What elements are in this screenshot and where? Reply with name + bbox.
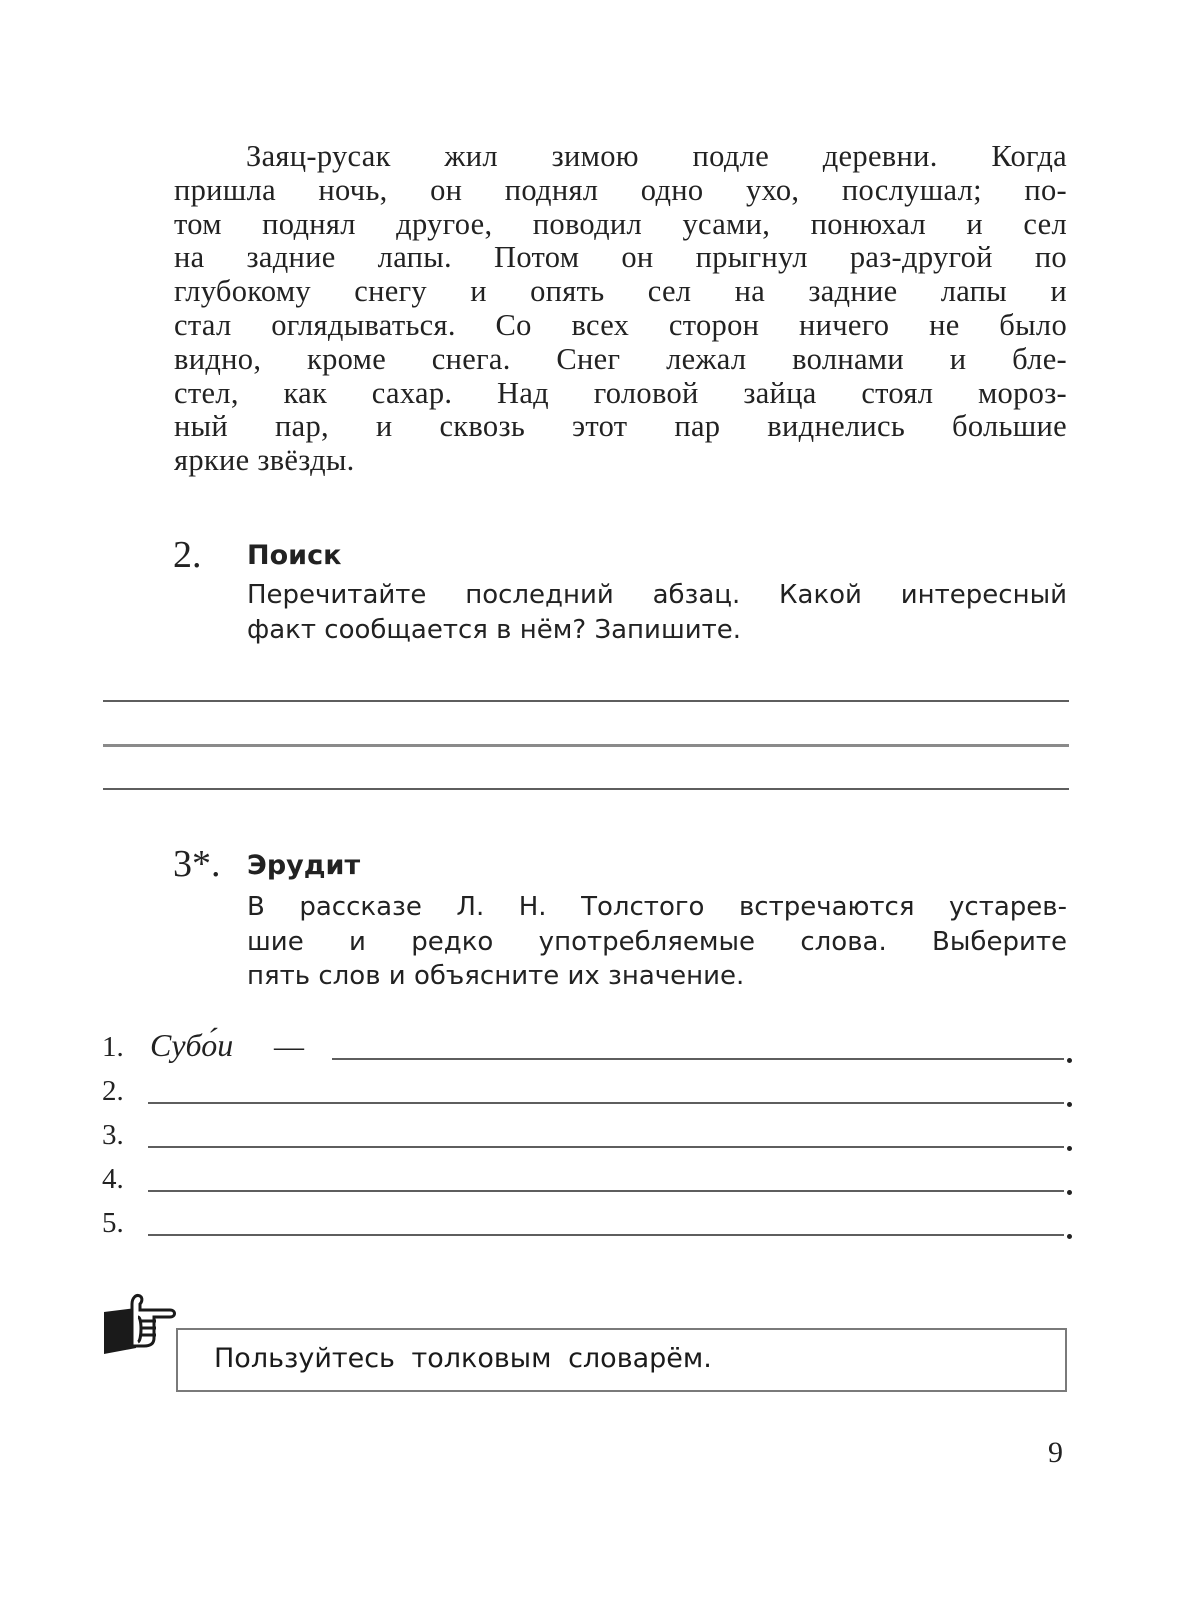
word-item-2: [102, 1068, 1072, 1108]
story-line: на задние лапы. Потом он прыгнул раз-другой по: [174, 240, 1067, 275]
period-mark: [1067, 1190, 1072, 1195]
period-mark: [1067, 1146, 1072, 1151]
story-line: видно, кроме снега. Снег лежал волнами и бле-: [174, 341, 1067, 376]
task-2-instructions: [247, 578, 1067, 647]
story-line: пришла ночь, он поднял одно ухо, послушал; по-: [174, 172, 1067, 207]
instruction-line: В рассказе Л. Н. Толстого встречаются устарев-: [247, 892, 1067, 922]
story-line: том поднял другое, поводил усами, понюхал и сел: [174, 206, 1067, 241]
definition-line[interactable]: [332, 1058, 1064, 1060]
item-number: 4.: [102, 1163, 124, 1195]
task-2-title: Поиск: [247, 540, 342, 571]
instruction-line: факт сообщается в нём? Запишите.: [247, 614, 742, 645]
definition-line[interactable]: [148, 1234, 1064, 1236]
word-item-5: [102, 1200, 1072, 1240]
word-item-3: [102, 1112, 1072, 1152]
word-item-1: [102, 1024, 1072, 1064]
story-paragraph: [174, 140, 1067, 478]
item-word: Субо́и: [150, 1027, 234, 1063]
pointing-hand-icon: [102, 1290, 178, 1356]
hint-box: [176, 1328, 1067, 1392]
story-line: стал оглядываться. Со всех сторон ничего не было: [174, 307, 1067, 342]
task-3-number: 3*.: [173, 843, 221, 885]
story-line: яркие звёзды.: [174, 443, 355, 478]
story-line: ный пар, и сквозь этот пар виднелись большие: [174, 409, 1067, 444]
story-line: стел, как сахар. Над головой зайца стоял мороз-: [174, 375, 1067, 410]
item-number: 1.: [102, 1031, 124, 1063]
definition-line[interactable]: [148, 1190, 1064, 1192]
definition-line[interactable]: [148, 1102, 1064, 1104]
task-2-number: 2.: [173, 534, 202, 576]
hint-text: Пользуйтесь толковым словарём.: [214, 1343, 712, 1374]
answer-line-3[interactable]: [103, 788, 1069, 790]
page-number: 9: [1048, 1436, 1063, 1469]
item-number: 3.: [102, 1119, 124, 1151]
story-line: глубокому снегу и опять сел на задние лапы и: [174, 274, 1067, 309]
task-3-instructions: [247, 890, 1067, 994]
item-number: 2.: [102, 1075, 124, 1107]
item-dash: —: [274, 1030, 304, 1063]
story-line: Заяц-русак жил зимою подле деревни. Когда: [246, 139, 1067, 173]
period-mark: [1067, 1058, 1072, 1063]
instruction-line: пять слов и объясните их значение.: [247, 961, 745, 991]
instruction-line: Перечитайте последний абзац. Какой интересный: [247, 580, 1067, 610]
instruction-line: шие и редко употребляемые слова. Выберите: [247, 926, 1067, 957]
word-item-4: [102, 1156, 1072, 1196]
item-number: 5.: [102, 1207, 124, 1239]
period-mark: [1067, 1234, 1072, 1239]
period-mark: [1067, 1102, 1072, 1107]
task-3-title: Эрудит: [247, 850, 361, 881]
definition-line[interactable]: [148, 1146, 1064, 1148]
answer-line-1[interactable]: [103, 700, 1069, 702]
answer-line-2[interactable]: [103, 744, 1069, 747]
